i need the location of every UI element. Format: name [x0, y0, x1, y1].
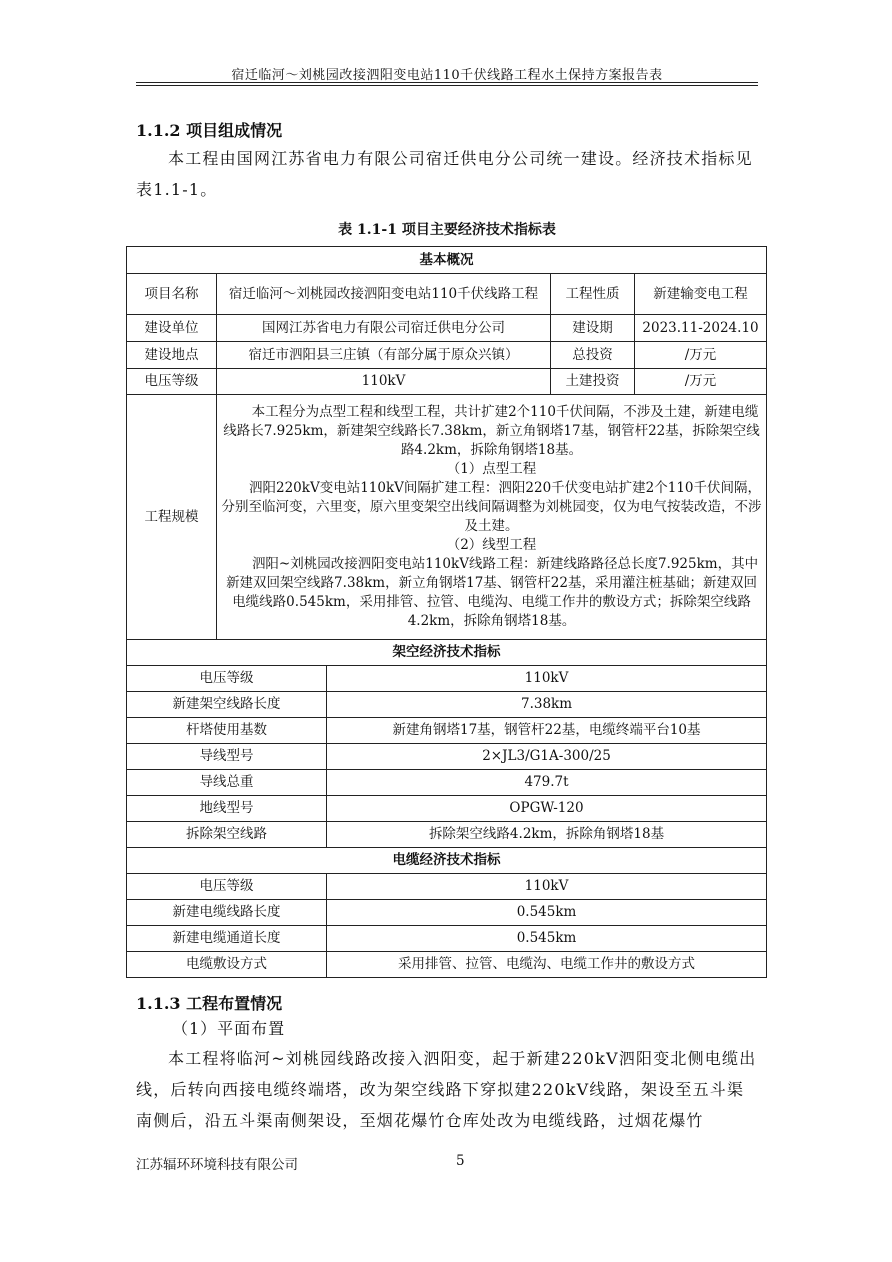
nature-label: 工程性质	[551, 274, 635, 315]
overhead-row-label: 拆除架空线路	[127, 822, 327, 848]
voltage-label: 电压等级	[127, 369, 217, 395]
project-name-value: 宿迁临河～刘桃园改接泗阳变电站110千伏线路工程	[217, 274, 551, 315]
cable-row-label: 电压等级	[127, 874, 327, 900]
cable-row-value: 110kV	[327, 874, 767, 900]
civil-investment-value: /万元	[635, 369, 767, 395]
header-rule	[136, 82, 758, 83]
cable-row-value: 采用排管、拉管、电缆沟、电缆工作井的敷设方式	[327, 952, 767, 978]
basic-section-title: 基本概况	[127, 247, 767, 274]
investment-value: /万元	[635, 342, 767, 369]
project-name-label: 项目名称	[127, 274, 217, 315]
cable-row-value: 0.545km	[327, 926, 767, 952]
location-value: 宿迁市泗阳县三庄镇（有部分属于原众兴镇）	[217, 342, 551, 369]
period-value: 2023.11-2024.10	[635, 315, 767, 342]
overhead-row-label: 杆塔使用基数	[127, 718, 327, 744]
civil-investment-label: 土建投资	[551, 369, 635, 395]
nature-value: 新建输变电工程	[635, 274, 767, 315]
voltage-value: 110kV	[217, 369, 551, 395]
page-header-title: 宿迁临河～刘桃园改接泗阳变电站110千伏线路工程水土保持方案报告表	[231, 68, 663, 83]
scale-line-text: 泗阳~刘桃园改接泗阳变电站110kV线路工程：新建线路路径总长度7.925km，其中新建双回架空线路7.38km，新立角钢塔17基、钢管杆22基，采用灌注桩基础；新建双回电缆线路0.545km，采用排管、拉管、电缆沟、电缆工作井的敷设方式；拆除架空线路4.2km，拆除角钢塔18基。	[226, 556, 759, 629]
cable-row-label: 新建电缆通道长度	[127, 926, 327, 952]
overhead-row-label: 导线型号	[127, 744, 327, 770]
investment-label: 总投资	[551, 342, 635, 369]
period-label: 建设期	[551, 315, 635, 342]
overhead-row-value: 拆除架空线路4.2km，拆除角钢塔18基	[327, 822, 767, 848]
builder-value: 国网江苏省电力有限公司宿迁供电分公司	[217, 315, 551, 342]
section-113-heading: 1.1.3 工程布置情况	[136, 994, 283, 1013]
cable-section-title: 电缆经济技术指标	[127, 848, 767, 874]
cable-row-label: 电缆敷设方式	[127, 952, 327, 978]
scale-content	[217, 395, 767, 640]
overhead-row-label: 电压等级	[127, 666, 327, 692]
section-112-heading: 1.1.2 项目组成情况	[136, 121, 283, 140]
footer-company: 江苏辐环环境科技有限公司	[136, 1157, 298, 1173]
overhead-row-value: 479.7t	[327, 770, 767, 796]
section-113-paragraph: 本工程将临河~刘桃园线路改接入泗阳变，起于新建220kV泗阳变北侧电缆出线，后转向西接电缆终端塔，改为架空线路下穿拟建220kV线路，架设至五斗渠南侧后，沿五斗渠南侧架设，至烟花爆竹仓库处改为电缆线路，过烟花爆竹	[136, 1049, 757, 1130]
header-rule-thin	[136, 85, 758, 86]
overhead-row-label: 地线型号	[127, 796, 327, 822]
page-number: 5	[456, 1153, 465, 1169]
section-112-paragraph: 本工程由国网江苏省电力有限公司宿迁供电分公司统一建设。经济技术指标见表1.1-1。	[136, 149, 753, 199]
table-caption: 表 1.1-1 项目主要经济技术指标表	[338, 222, 556, 238]
overhead-row-value: OPGW-120	[327, 796, 767, 822]
scale-intro: 本工程分为点型工程和线型工程，共计扩建2个110千伏间隔，不涉及土建，新建电缆线路长7.925km，新建架空线路长7.38km，新立角钢塔17基，钢管杆22基，拆除架空线路4.2km，拆除角钢塔18基。	[223, 404, 760, 458]
scale-line-title: （2）线型工程	[446, 537, 537, 553]
overhead-row-value: 新建角钢塔17基，钢管杆22基，电缆终端平台10基	[327, 718, 767, 744]
builder-label: 建设单位	[127, 315, 217, 342]
section-113-subheading: （1）平面布置	[172, 1019, 286, 1038]
overhead-row-value: 2×JL3/G1A-300/25	[327, 744, 767, 770]
scale-point-text: 泗阳220kV变电站110kV间隔扩建工程：泗阳220千伏变电站扩建2个110千伏间隔，分别至临河变，六里变，原六里变架空出线间隔调整为刘桃园变，仅为电气按装改造，不涉及土建。	[221, 480, 762, 534]
cable-row-label: 新建电缆线路长度	[127, 900, 327, 926]
scale-label: 工程规模	[127, 395, 217, 640]
scale-point-title: （1）点型工程	[446, 461, 537, 477]
cable-row-value: 0.545km	[327, 900, 767, 926]
overhead-row-label: 新建架空线路长度	[127, 692, 327, 718]
location-label: 建设地点	[127, 342, 217, 369]
spec-table	[126, 246, 767, 978]
overhead-row-label: 导线总重	[127, 770, 327, 796]
overhead-row-value: 7.38km	[327, 692, 767, 718]
overhead-row-value: 110kV	[327, 666, 767, 692]
overhead-section-title: 架空经济技术指标	[127, 640, 767, 666]
